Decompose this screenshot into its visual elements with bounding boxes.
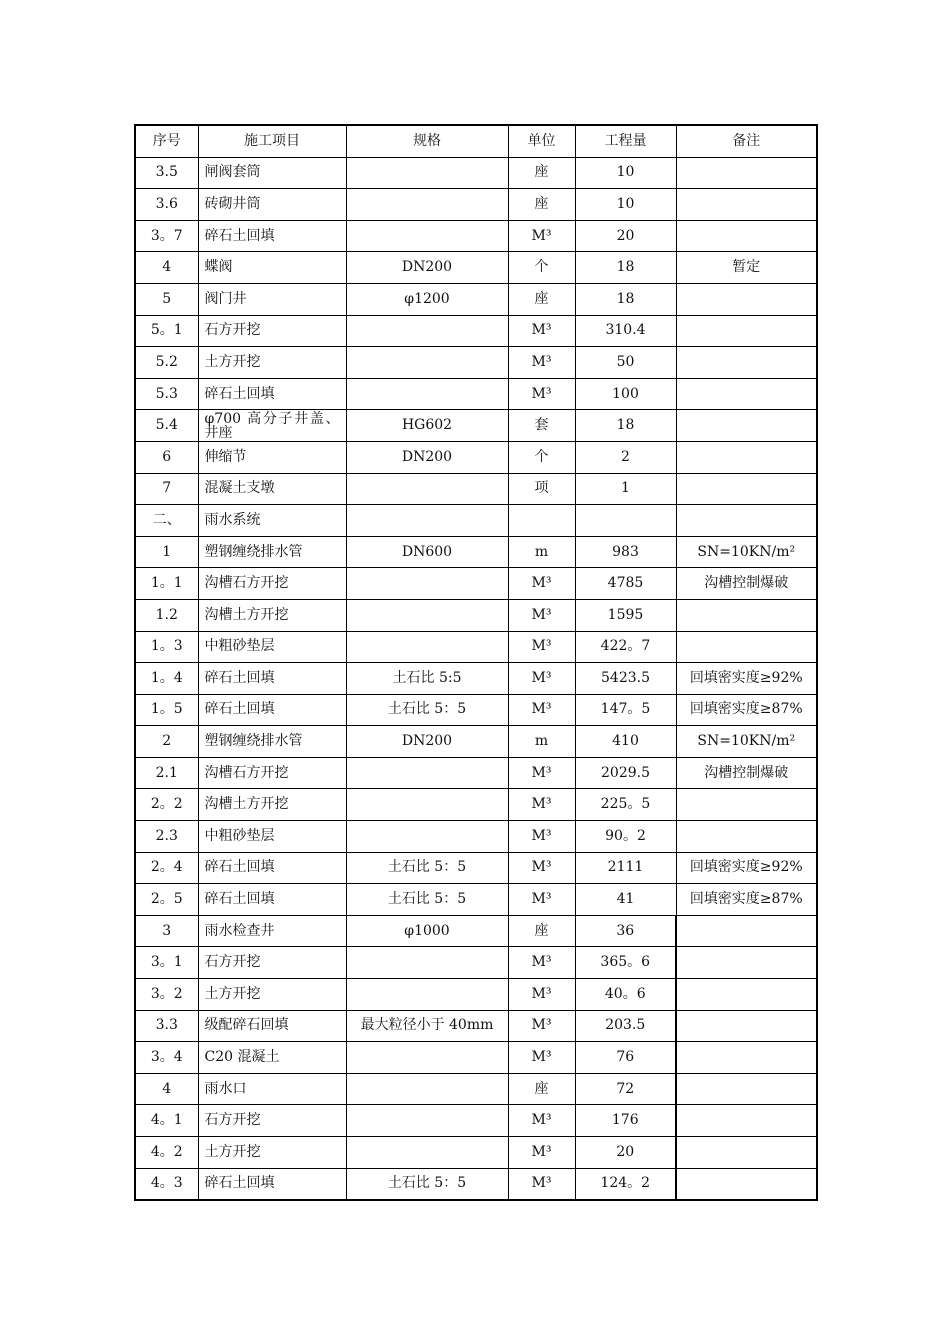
- cell-qty: 41: [575, 884, 676, 916]
- cell-qty: 310.4: [575, 315, 676, 347]
- cell-qty: 36: [575, 915, 676, 947]
- cell-no: 二、: [135, 505, 198, 537]
- cell-item: 闸阀套筒: [198, 157, 346, 189]
- cell-unit: M³: [508, 1042, 575, 1074]
- cell-qty: 124。2: [575, 1168, 676, 1200]
- cell-remark: [676, 821, 817, 853]
- cell-qty: 20: [575, 1137, 676, 1169]
- table-row: [135, 915, 817, 947]
- cell-spec: [346, 505, 508, 537]
- cell-item: C20 混凝土: [198, 1042, 346, 1074]
- table-row: [135, 315, 817, 347]
- cell-qty: 76: [575, 1042, 676, 1074]
- cell-spec: 土石比 5:5: [346, 663, 508, 695]
- cell-unit: M³: [508, 852, 575, 884]
- table-row: [135, 536, 817, 568]
- cell-qty: 10: [575, 157, 676, 189]
- cell-remark: [676, 378, 817, 410]
- cell-spec: 土石比 5：5: [346, 1168, 508, 1200]
- cell-spec: [346, 1137, 508, 1169]
- cell-item: 石方开挖: [198, 315, 346, 347]
- cell-item: 中粗砂垫层: [198, 821, 346, 853]
- cell-qty: 176: [575, 1105, 676, 1137]
- cell-no: 2。2: [135, 789, 198, 821]
- table-row: [135, 283, 817, 315]
- cell-item: 中粗砂垫层: [198, 631, 346, 663]
- cell-no: 3.3: [135, 1010, 198, 1042]
- cell-qty: 410: [575, 726, 676, 758]
- cell-spec: φ1200: [346, 283, 508, 315]
- table-row: [135, 1073, 817, 1105]
- cell-spec: [346, 1073, 508, 1105]
- cell-no: 5: [135, 283, 198, 315]
- cell-no: 3.5: [135, 157, 198, 189]
- cell-unit: M³: [508, 347, 575, 379]
- cell-remark: 暂定: [676, 252, 817, 284]
- table-row: [135, 568, 817, 600]
- cell-item: 伸缩节: [198, 441, 346, 473]
- cell-spec: HG602: [346, 410, 508, 442]
- cell-remark: [676, 1073, 817, 1105]
- cell-no: 1。1: [135, 568, 198, 600]
- cell-unit: 个: [508, 441, 575, 473]
- cell-item: 雨水口: [198, 1073, 346, 1105]
- cell-item: 沟槽土方开挖: [198, 599, 346, 631]
- cell-spec: [346, 157, 508, 189]
- cell-spec: DN200: [346, 441, 508, 473]
- cell-item: 碎石土回填: [198, 663, 346, 695]
- cell-item: 沟槽土方开挖: [198, 789, 346, 821]
- cell-remark: [676, 157, 817, 189]
- cell-spec: [346, 979, 508, 1011]
- cell-unit: M³: [508, 947, 575, 979]
- cell-unit: M³: [508, 378, 575, 410]
- table-row: [135, 410, 817, 442]
- cell-unit: M³: [508, 884, 575, 916]
- cell-spec: DN200: [346, 252, 508, 284]
- table-row: [135, 663, 817, 695]
- cell-unit: M³: [508, 821, 575, 853]
- cell-item: 阀门井: [198, 283, 346, 315]
- cell-item: 石方开挖: [198, 947, 346, 979]
- cell-unit: M³: [508, 568, 575, 600]
- cell-remark: SN=10KN/m²: [676, 536, 817, 568]
- cell-spec: 最大粒径小于 40mm: [346, 1010, 508, 1042]
- table-row: [135, 821, 817, 853]
- cell-remark: 回填密实度≥87%: [676, 884, 817, 916]
- cell-no: 2.1: [135, 757, 198, 789]
- cell-spec: [346, 1105, 508, 1137]
- cell-remark: 回填密实度≥87%: [676, 694, 817, 726]
- cell-no: 4: [135, 1073, 198, 1105]
- cell-no: 5.3: [135, 378, 198, 410]
- cell-item: 碎石土回填: [198, 220, 346, 252]
- cell-spec: 土石比 5：5: [346, 884, 508, 916]
- cell-item: 混凝土支墩: [198, 473, 346, 505]
- cell-qty: 20: [575, 220, 676, 252]
- cell-remark: [676, 1137, 817, 1169]
- cell-remark: [676, 1010, 817, 1042]
- cell-spec: [346, 757, 508, 789]
- cell-no: 2: [135, 726, 198, 758]
- cell-unit: 座: [508, 189, 575, 221]
- table-row: [135, 1042, 817, 1074]
- cell-remark: [676, 220, 817, 252]
- table-row: [135, 473, 817, 505]
- cell-qty: 10: [575, 189, 676, 221]
- cell-spec: [346, 631, 508, 663]
- cell-remark: 回填密实度≥92%: [676, 852, 817, 884]
- header-qty: 工程量: [575, 125, 676, 157]
- cell-qty: 365。6: [575, 947, 676, 979]
- cell-item: 塑钢缠绕排水管: [198, 726, 346, 758]
- cell-item: φ700 高分子井盖、井座: [198, 410, 346, 442]
- table-row: [135, 220, 817, 252]
- cell-unit: M³: [508, 979, 575, 1011]
- cell-no: 3。1: [135, 947, 198, 979]
- cell-qty: 40。6: [575, 979, 676, 1011]
- cell-item: 碎石土回填: [198, 884, 346, 916]
- cell-remark: [676, 599, 817, 631]
- cell-item: 石方开挖: [198, 1105, 346, 1137]
- cell-remark: [676, 1105, 817, 1137]
- cell-spec: φ1000: [346, 915, 508, 947]
- cell-no: 4。1: [135, 1105, 198, 1137]
- cell-remark: [676, 1042, 817, 1074]
- cell-spec: [346, 599, 508, 631]
- cell-no: 2。4: [135, 852, 198, 884]
- cell-unit: 项: [508, 473, 575, 505]
- cell-unit: M³: [508, 599, 575, 631]
- cell-qty: 2111: [575, 852, 676, 884]
- header-remark: 备注: [676, 125, 817, 157]
- cell-qty: 203.5: [575, 1010, 676, 1042]
- cell-unit: m: [508, 536, 575, 568]
- header-no: 序号: [135, 125, 198, 157]
- cell-qty: 1: [575, 473, 676, 505]
- cell-qty: 983: [575, 536, 676, 568]
- cell-item: 塑钢缠绕排水管: [198, 536, 346, 568]
- cell-no: 1。4: [135, 663, 198, 695]
- cell-qty: 18: [575, 252, 676, 284]
- cell-spec: 土石比 5：5: [346, 852, 508, 884]
- cell-spec: [346, 568, 508, 600]
- cell-no: 5.2: [135, 347, 198, 379]
- table-row: [135, 505, 817, 537]
- cell-unit: 个: [508, 252, 575, 284]
- cell-qty: 72: [575, 1073, 676, 1105]
- table-row: [135, 1105, 817, 1137]
- cell-item: 雨水检查井: [198, 915, 346, 947]
- cell-remark: [676, 410, 817, 442]
- cell-spec: [346, 1042, 508, 1074]
- cell-item: 沟槽石方开挖: [198, 568, 346, 600]
- cell-remark: [676, 979, 817, 1011]
- cell-item: 碎石土回填: [198, 378, 346, 410]
- cell-remark: 沟槽控制爆破: [676, 757, 817, 789]
- table-row: [135, 884, 817, 916]
- table-row: [135, 631, 817, 663]
- cell-item: 砖砌井筒: [198, 189, 346, 221]
- table-row: [135, 852, 817, 884]
- table-row: [135, 726, 817, 758]
- cell-unit: 座: [508, 915, 575, 947]
- cell-no: 7: [135, 473, 198, 505]
- table-row: [135, 378, 817, 410]
- cell-item: 碎石土回填: [198, 852, 346, 884]
- cell-no: 1.2: [135, 599, 198, 631]
- table-body: [135, 157, 817, 1200]
- cell-remark: SN=10KN/m²: [676, 726, 817, 758]
- cell-spec: [346, 473, 508, 505]
- cell-spec: [346, 947, 508, 979]
- cell-no: 3。4: [135, 1042, 198, 1074]
- cell-unit: M³: [508, 315, 575, 347]
- cell-qty: 422。7: [575, 631, 676, 663]
- cell-qty: 4785: [575, 568, 676, 600]
- header-spec: 规格: [346, 125, 508, 157]
- cell-spec: 土石比 5：5: [346, 694, 508, 726]
- cell-no: 2。5: [135, 884, 198, 916]
- cell-remark: [676, 283, 817, 315]
- table-row: [135, 789, 817, 821]
- cell-no: 2.3: [135, 821, 198, 853]
- cell-item: 雨水系统: [198, 505, 346, 537]
- cell-remark: [676, 189, 817, 221]
- cell-spec: [346, 315, 508, 347]
- cell-unit: M³: [508, 631, 575, 663]
- cell-no: 5.4: [135, 410, 198, 442]
- cell-remark: [676, 947, 817, 979]
- cell-qty: 5423.5: [575, 663, 676, 695]
- cell-unit: M³: [508, 1105, 575, 1137]
- cell-unit: 座: [508, 1073, 575, 1105]
- cell-item: 土方开挖: [198, 979, 346, 1011]
- cell-unit: 座: [508, 157, 575, 189]
- table-row: [135, 252, 817, 284]
- cell-no: 1: [135, 536, 198, 568]
- table-row: [135, 947, 817, 979]
- header-item: 施工项目: [198, 125, 346, 157]
- cell-unit: m: [508, 726, 575, 758]
- cell-qty: 50: [575, 347, 676, 379]
- table-row: [135, 189, 817, 221]
- cell-spec: DN600: [346, 536, 508, 568]
- cell-no: 6: [135, 441, 198, 473]
- cell-spec: [346, 189, 508, 221]
- cell-spec: [346, 220, 508, 252]
- cell-unit: M³: [508, 1137, 575, 1169]
- cell-qty: [575, 505, 676, 537]
- cell-item: 蝶阀: [198, 252, 346, 284]
- cell-qty: 225。5: [575, 789, 676, 821]
- table-row: [135, 694, 817, 726]
- cell-remark: [676, 1168, 817, 1200]
- cell-item: 沟槽石方开挖: [198, 757, 346, 789]
- table-row: [135, 1137, 817, 1169]
- cell-remark: [676, 315, 817, 347]
- cell-spec: [346, 347, 508, 379]
- cell-no: 4。2: [135, 1137, 198, 1169]
- cell-item: 土方开挖: [198, 1137, 346, 1169]
- table-row: [135, 347, 817, 379]
- cell-no: 3。7: [135, 220, 198, 252]
- cell-unit: M³: [508, 1168, 575, 1200]
- cell-qty: 90。2: [575, 821, 676, 853]
- cell-remark: [676, 789, 817, 821]
- cell-unit: M³: [508, 694, 575, 726]
- quantity-table: [134, 124, 818, 1201]
- cell-no: 4。3: [135, 1168, 198, 1200]
- cell-no: 3.6: [135, 189, 198, 221]
- cell-remark: 沟槽控制爆破: [676, 568, 817, 600]
- cell-unit: [508, 505, 575, 537]
- cell-item: 级配碎石回填: [198, 1010, 346, 1042]
- cell-unit: M³: [508, 220, 575, 252]
- cell-qty: 2029.5: [575, 757, 676, 789]
- cell-remark: 回填密实度≥92%: [676, 663, 817, 695]
- cell-no: 3: [135, 915, 198, 947]
- cell-spec: [346, 378, 508, 410]
- cell-unit: 套: [508, 410, 575, 442]
- cell-no: 4: [135, 252, 198, 284]
- cell-remark: [676, 631, 817, 663]
- table-row: [135, 157, 817, 189]
- cell-remark: [676, 347, 817, 379]
- cell-remark: [676, 441, 817, 473]
- cell-qty: 1595: [575, 599, 676, 631]
- cell-remark: [676, 473, 817, 505]
- cell-unit: M³: [508, 757, 575, 789]
- cell-item: 土方开挖: [198, 347, 346, 379]
- cell-no: 1。3: [135, 631, 198, 663]
- cell-no: 3。2: [135, 979, 198, 1011]
- table-row: [135, 441, 817, 473]
- cell-item: 碎石土回填: [198, 694, 346, 726]
- table-row: [135, 757, 817, 789]
- cell-item: 碎石土回填: [198, 1168, 346, 1200]
- table-row: [135, 979, 817, 1011]
- cell-qty: 18: [575, 283, 676, 315]
- table-row: [135, 1010, 817, 1042]
- cell-remark: [676, 505, 817, 537]
- cell-unit: M³: [508, 663, 575, 695]
- cell-no: 5。1: [135, 315, 198, 347]
- cell-spec: DN200: [346, 726, 508, 758]
- table-header-row: [135, 125, 817, 157]
- cell-unit: M³: [508, 789, 575, 821]
- header-unit: 单位: [508, 125, 575, 157]
- cell-qty: 147。5: [575, 694, 676, 726]
- table-row: [135, 1168, 817, 1200]
- cell-no: 1。5: [135, 694, 198, 726]
- cell-unit: M³: [508, 1010, 575, 1042]
- cell-qty: 2: [575, 441, 676, 473]
- table-row: [135, 599, 817, 631]
- cell-spec: [346, 789, 508, 821]
- cell-qty: 100: [575, 378, 676, 410]
- cell-qty: 18: [575, 410, 676, 442]
- cell-spec: [346, 821, 508, 853]
- cell-remark: [676, 915, 817, 947]
- cell-unit: 座: [508, 283, 575, 315]
